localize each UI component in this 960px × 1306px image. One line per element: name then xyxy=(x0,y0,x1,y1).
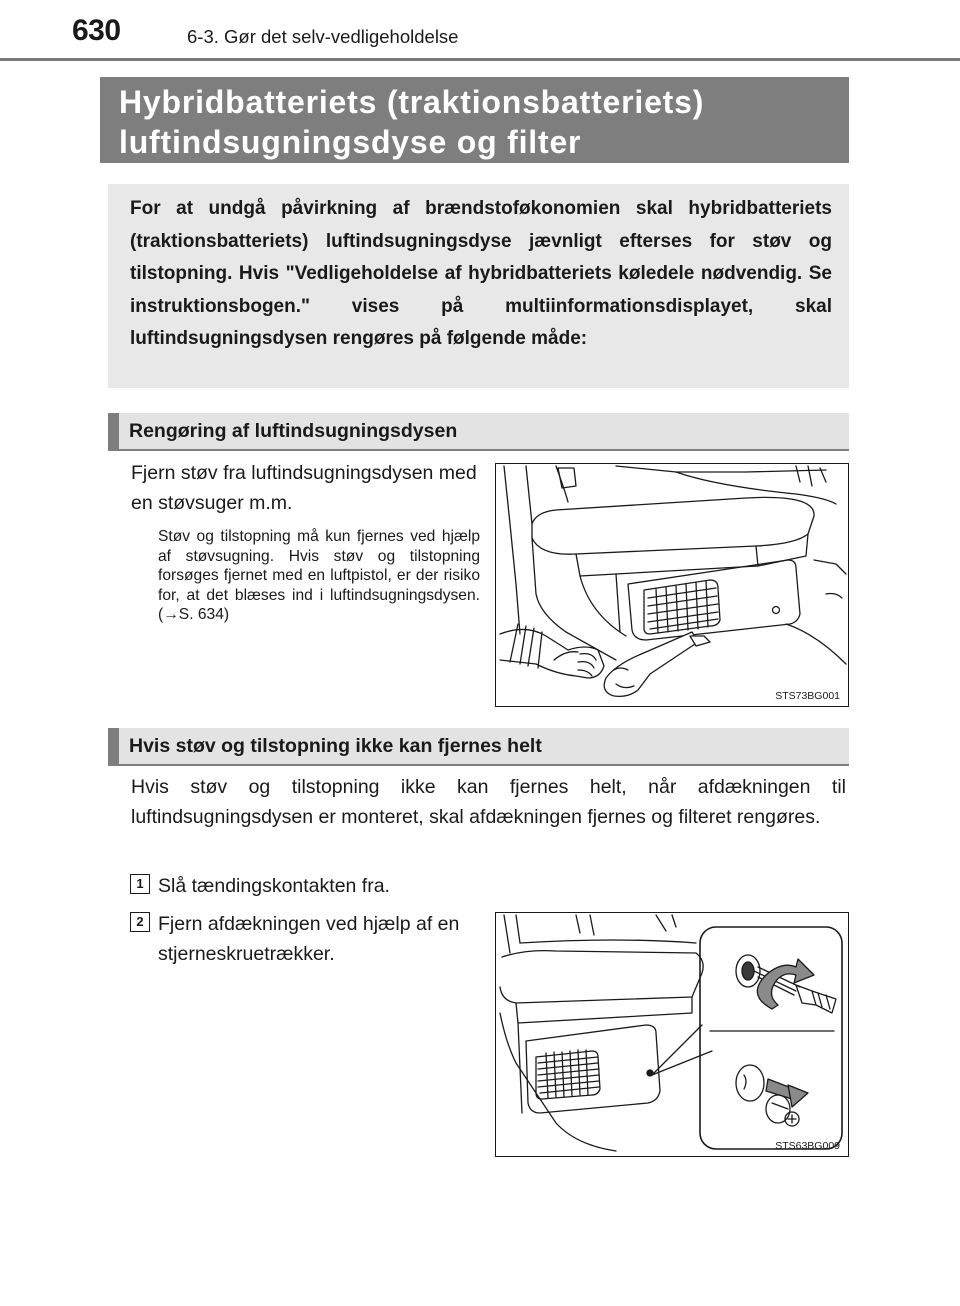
header-divider xyxy=(0,58,960,61)
section-title-line-1: Hybridbatteriets (traktionsbatteriets) xyxy=(119,84,705,120)
clogged-instruction: Hvis støv og tilstopning ikke kan fjernes helt, når afdækningen til luftindsugningsdysen er monteret, skal afdækningen fjernes og filteret rengøres. xyxy=(131,776,846,828)
subsection-heading-clogged xyxy=(108,728,849,766)
intro-text: For at undgå påvirkning af brændstoføkonomien skal hybridbatteriets (traktionsbatteriets) luftindsugningsdyse jævnligt efterses for støv og tilstopning. Hvis "Vedligeholdelse af hybridbatteriets køledele nødvendig. Se instruktionsbogen." vises på multiinformationsdisplayet, skal luftindsugningsdysen rengøres på følgende måde: xyxy=(130,198,832,349)
section-title xyxy=(100,77,849,163)
page-number: 630 xyxy=(72,14,121,47)
cleaning-instruction: Fjern støv fra luftindsugningsdysen med en støvsuger m.m. xyxy=(131,462,477,514)
cleaning-note: Støv og tilstopning må kun fjernes ved hjælp af støvsugning. Hvis støv og tilstopning forsøges fjernet med en luftpistol, er der risiko for, at det blæses ind i luftindsugningsdysen. (→S. 634) xyxy=(158,528,480,624)
subsection-heading-cleaning-label: Rengøring af luftindsugningsdysen xyxy=(129,420,458,442)
step-2-text: Fjern afdækningen ved hjælp af en stjerneskruetrækker. xyxy=(158,913,460,965)
step-2-badge: 2 xyxy=(130,912,150,932)
subsection-heading-clogged-label: Hvis støv og tilstopning ikke kan fjernes helt xyxy=(129,735,542,757)
figure-remove-cover xyxy=(495,912,849,1157)
step-1-text: Slå tændingskontakten fra. xyxy=(158,875,390,897)
figure-vacuum-intake-vent xyxy=(495,463,849,707)
section-title-line-2: luftindsugningsdyse og filter xyxy=(119,124,582,160)
figure-code: STS63BG009 xyxy=(775,1140,840,1152)
step-1-badge: 1 xyxy=(130,874,150,894)
intro-box xyxy=(108,184,849,388)
illustration-vacuum-cleaning xyxy=(496,464,849,707)
illustration-cover-removal xyxy=(496,913,849,1157)
subsection-heading-cleaning xyxy=(108,413,849,451)
figure-code: STS73BG001 xyxy=(775,690,840,702)
chapter-title: 6-3. Gør det selv-vedligeholdelse xyxy=(187,26,459,47)
